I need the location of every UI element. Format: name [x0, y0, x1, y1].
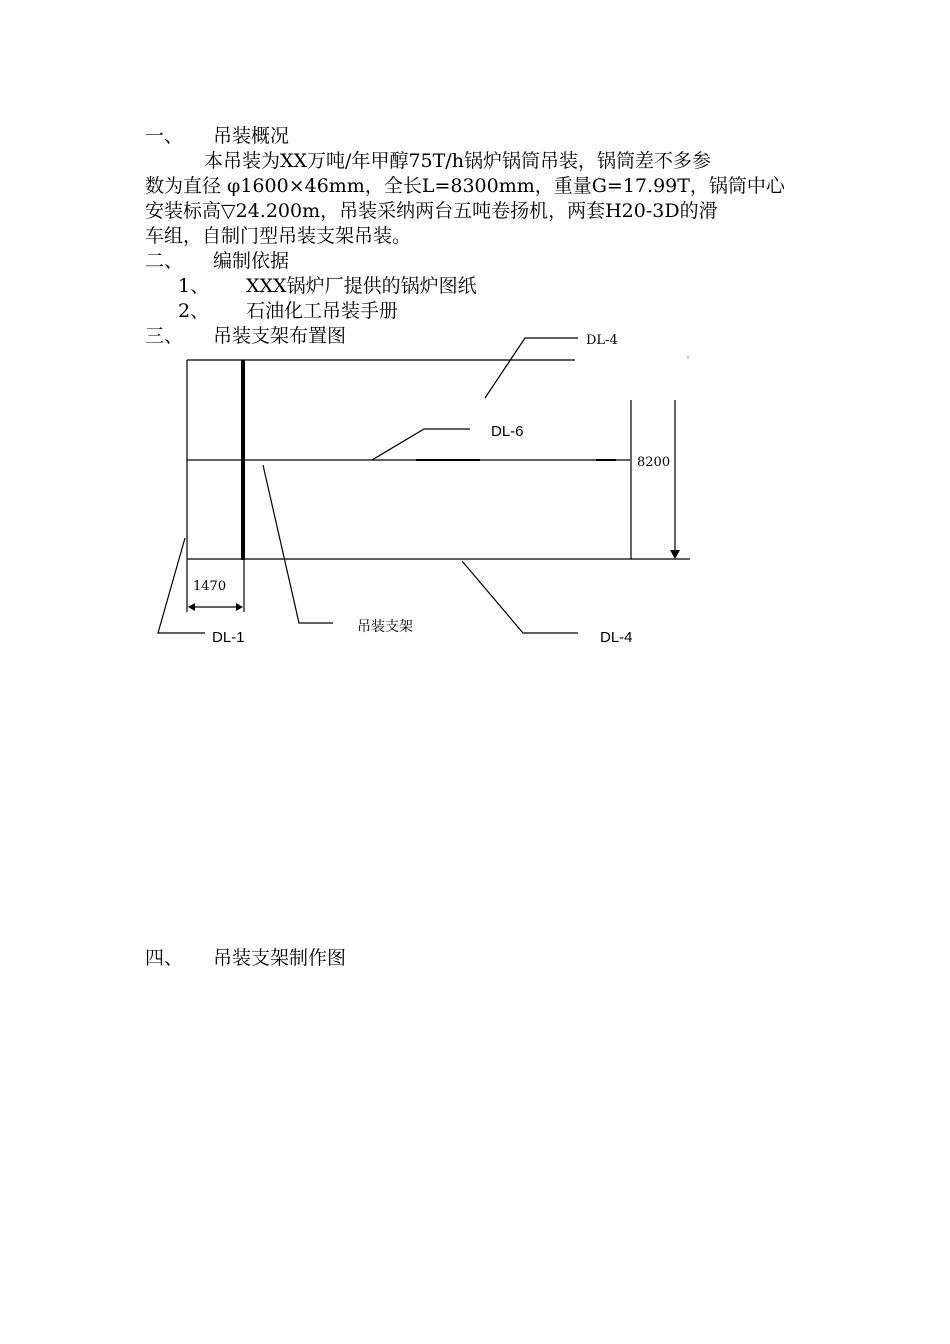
- section1-para-line-2: 数为直径 φ1600×46mm，全长L=8300mm，重量G=17.99T，锅筒中心: [145, 175, 785, 197]
- section2-item-number: 2、: [178, 300, 210, 322]
- label-dl4-top: DL-4: [586, 333, 618, 348]
- width-arrowhead-right: [236, 603, 243, 611]
- section2-number: 二、: [145, 250, 184, 272]
- section1-para-line-4: 车组，自制门型吊装支架吊装。: [145, 225, 412, 247]
- label-width-1470: 1470: [193, 579, 227, 594]
- section4-heading: [145, 946, 346, 971]
- height-arrowhead: [670, 550, 680, 559]
- label-dl6: DL-6: [491, 423, 524, 440]
- section4-number: 四、: [145, 947, 184, 969]
- label-dl4-bottom: DL-4: [600, 629, 633, 646]
- section2-item-text: 石油化工吊装手册: [246, 300, 399, 322]
- label-height-8200: 8200: [637, 455, 671, 470]
- section2-item-text: XXX锅炉厂提供的锅炉图纸: [246, 275, 477, 297]
- section4-title: 吊装支架制作图: [213, 947, 347, 969]
- section1-para-line-3: 安装标高▽24.200m，吊装采纳两台五吨卷扬机，两套H20-3D的滑: [145, 200, 718, 222]
- section3-number: 三、: [145, 325, 184, 347]
- section1-number: 一、: [145, 125, 184, 147]
- section1-title: 吊装概况: [213, 125, 290, 147]
- support-post: [241, 360, 245, 560]
- section2-title: 编制依据: [213, 250, 290, 272]
- section3-title: 吊装支架布置图: [213, 325, 347, 347]
- leader-dl4-bottom: [462, 561, 578, 633]
- leader-dl6: [372, 429, 470, 460]
- leader-dl4-top: [485, 338, 578, 398]
- width-arrowhead-left: [188, 603, 195, 611]
- label-support: 吊装支架: [357, 618, 413, 634]
- leader-support: [263, 465, 333, 623]
- label-dl1: DL-1: [212, 629, 245, 646]
- section2-item-number: 1、: [178, 275, 210, 297]
- section1-para-line-1: 本吊装为XX万吨/年甲醇75T/h锅炉锅筒吊装，锅筒差不多参: [204, 150, 711, 172]
